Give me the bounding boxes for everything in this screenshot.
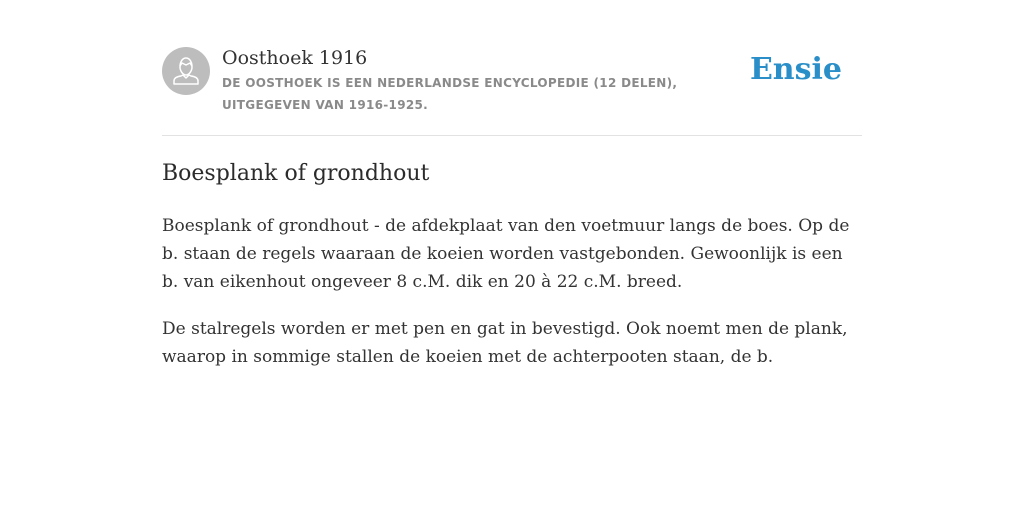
divider <box>162 135 862 136</box>
source-name[interactable]: Oosthoek 1916 <box>222 47 368 69</box>
article-paragraph: De stalregels worden er met pen en gat in bevestigd. Ook noemt men de plank, waarop in sommige stallen de koeien met de achterpooten staan, de b. <box>162 319 848 367</box>
source-header <box>162 46 862 136</box>
avatar[interactable] <box>162 47 210 95</box>
source-description: DE OOSTHOEK IS EEN NEDERLANDSE ENCYCLOPEDIE (12 DELEN), UITGEGEVEN VAN 1916-1925. <box>222 76 678 112</box>
article-body <box>162 212 862 390</box>
article-title: Boesplank of grondhout <box>162 161 430 186</box>
user-silhouette-icon <box>162 47 210 95</box>
article-paragraph: Boesplank of grondhout - de afdekplaat van den voetmuur langs de boes. Op de b. staan de regels waaraan de koeien worden vastgebonden. Gewoonlijk is een b. van eikenhout ongeveer 8 c.M. dik en 20 à 22 c.M. breed. <box>162 216 850 292</box>
brand-logo[interactable]: Ensie <box>749 52 842 87</box>
